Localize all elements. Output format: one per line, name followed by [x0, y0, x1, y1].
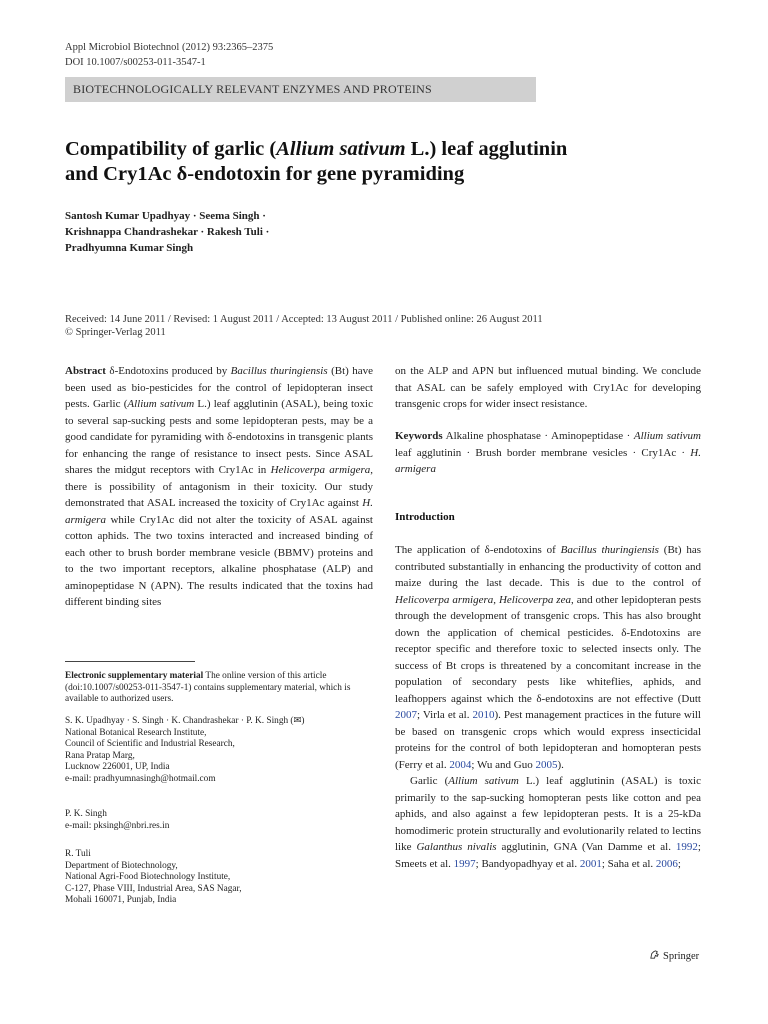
- citation-link[interactable]: 2010: [472, 709, 495, 721]
- citation-link[interactable]: 2005: [535, 758, 558, 771]
- publisher-footer: [649, 949, 699, 963]
- history-dates: Received: 14 June 2011 / Revised: 1 August 2011 / Accepted: 13 August 2011 / Published online: 26 August 2011: [65, 314, 543, 325]
- citation-link[interactable]: 2006: [655, 857, 678, 870]
- abstract-label: Abstract: [65, 365, 106, 377]
- citation-link[interactable]: 1997: [453, 857, 476, 870]
- affiliation-pksingh: P. K. Singh e-mail: pksingh@nbri.res.in: [65, 809, 170, 831]
- publisher-name: Springer: [663, 950, 700, 962]
- keywords: Keywords Alkaline phosphatase · Aminopeptidase · Allium sativum leaf agglutinin · Brush border membrane vesicles · Cry1Ac · H. armigera: [395, 430, 701, 475]
- introduction-body: [395, 542, 701, 872]
- paragraph: Garlic (Allium sativum L.) leaf agglutinin (ASAL) is toxic primarily to the sap-sucking homopteran pests like cotton and pea aphids, and also against a few lepidopteran pests. It is a 25-kDa homodimeric protein structurally and evolutionarily related to lectins like Galanthus nivalis agglutinin, GNA (Van Damme et al. 1992; Smeets et al. 1997; Bandyopadhyay et al. 2001; Saha et al. 2006;: [395, 775, 701, 870]
- section-band: BIOTECHNOLOGICALLY RELEVANT ENZYMES AND PROTEINS: [65, 77, 536, 102]
- keywords-label: Keywords: [395, 430, 443, 442]
- title-line-1: Compatibility of garlic (Allium sativum L.) leaf agglutinin: [65, 138, 568, 160]
- supplementary-note: Electronic supplementary material The online version of this article (doi:10.1007/s00253-011-3547-1) contains supplementary material, which is available to authorized users.: [65, 671, 351, 704]
- email-link[interactable]: e-mail: pradhyumnasingh@hotmail.com: [65, 773, 216, 784]
- affiliation-nabi: R. Tuli Department of Biotechnology, National Agri-Food Biotechnology Institute, C-127, Phase VIII, Industrial Area, SAS Nagar, Mohali 160071, Punjab, India: [65, 849, 242, 905]
- author-line: Pradhyumna Kumar Singh: [65, 242, 194, 254]
- paragraph: The application of δ-endotoxins of Bacillus thuringiensis (Bt) has contributed substantially in enhancing the productivity of cotton and maize during the last decade. This is due to the control of Helicoverpa armigera, Helicoverpa zea, and other lepidopteran pests through the development of transgenic crops. This has also brought down the application of chemical pesticides. δ-Endotoxins are receptor specific and therefore toxic to selected insects only. The success of Bt crops is threatened by a concomitant increase in the population of secondary pests like whiteflies, aphids, and leafhoppers against which the δ-endotoxins are not effective (Dutt 2007; Virla et al. 2010). Pest management practices in the future will be based on transgenic crops which would express insecticidal proteins for the control of both lepidopteran and homopteran pests (Ferry et al. 2004; Wu and Guo 2005).: [395, 544, 702, 771]
- article-title: [65, 137, 665, 187]
- title-line-2: and Cry1Ac δ-endotoxin for gene pyramiding: [65, 163, 465, 185]
- section-heading-introduction: Introduction: [395, 511, 455, 523]
- author-list: [65, 208, 269, 256]
- abstract: Abstract δ-Endotoxins produced by Bacillus thuringiensis (Bt) have been used as bio-pesticides for the control of lepidopteran insect pests. Garlic (Allium sativum L.) leaf agglutinin (ASAL), being toxic to several sap-sucking pests and some lepidopteran pests, may be a good candidate for pyramiding with δ-endotoxins in transgenic plants for enhancing the range of resistance to insect pests. Since ASAL shares the midgut receptors with Cry1Ac in Helicoverpa armigera, there is possibility of antagonism in their toxicity. Our study demonstrated that ASAL increased the toxicity of Cry1Ac against H. armigera while Cry1Ac did not alter the toxicity of ASAL against cotton aphids. The two toxins interacted and increased binding of each other to brush border membrane vesicle (BBMV) proteins and to the two important receptors, alkaline phosphatase (ALP) and aminopeptidase N (APN). The results indicated that the toxins had different binding sites: [65, 365, 374, 608]
- author-line: Krishnappa Chandrashekar · Rakesh Tuli ·: [65, 226, 270, 238]
- footnote-divider: [65, 661, 195, 662]
- citation-link[interactable]: 2007: [395, 709, 417, 721]
- abstract-continued: on the ALP and APN but influenced mutual binding. We conclude that ASAL can be safely employed with Cry1Ac for developing transgenic crops for wider insect resistance.: [395, 365, 701, 410]
- email-link[interactable]: e-mail: pksingh@nbri.res.in: [65, 820, 170, 831]
- citation-link[interactable]: 2001: [579, 857, 602, 870]
- citation-link[interactable]: 2004: [449, 758, 472, 771]
- journal-citation: Appl Microbiol Biotechnol (2012) 93:2365–2375: [65, 42, 274, 53]
- citation-link[interactable]: 1992: [675, 841, 698, 853]
- copyright: © Springer-Verlag 2011: [65, 327, 166, 338]
- affiliation-nbri: S. K. Upadhyay · S. Singh · K. Chandrashekar · P. K. Singh (✉) National Botanical Research Institute, Council of Scientific and Industrial Research, Rana Pratap Marg, Lucknow 226001, UP, India e-mail: pradhyumnasingh@hotmail.com: [65, 716, 305, 784]
- publication-history: [65, 313, 543, 339]
- springer-horse-icon: [649, 949, 660, 963]
- author-line: Santosh Kumar Upadhyay · Seema Singh ·: [65, 210, 266, 222]
- doi[interactable]: DOI 10.1007/s00253-011-3547-1: [65, 57, 206, 68]
